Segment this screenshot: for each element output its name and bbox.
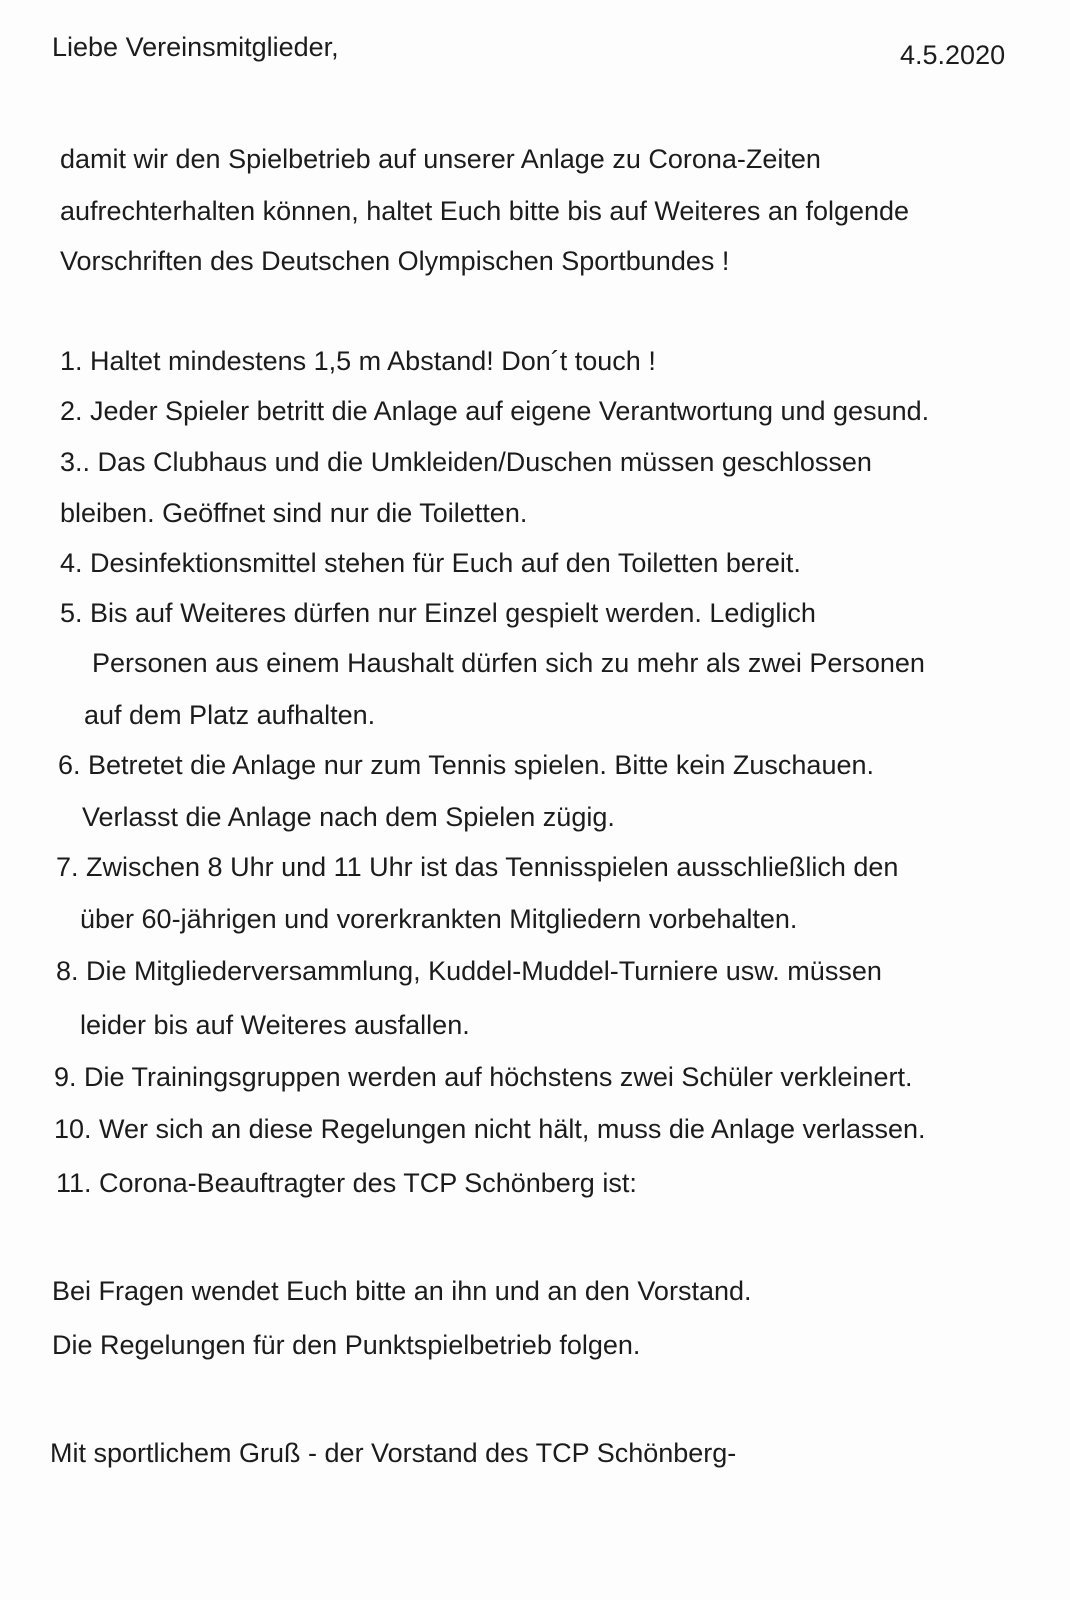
rule-8: 8. Die Mitgliederversammlung, Kuddel-Muddel-Turniere usw. müssen	[56, 956, 882, 986]
rule-5: 5. Bis auf Weiteres dürfen nur Einzel gespielt werden. Lediglich	[60, 598, 816, 628]
intro-line: aufrechterhalten können, haltet Euch bitte bis auf Weiteres an folgende	[60, 196, 910, 226]
salutation: Liebe Vereinsmitglieder,	[52, 32, 339, 62]
rule-5-continuation: auf dem Platz aufhalten.	[84, 700, 376, 730]
rule-3: 3.. Das Clubhaus und die Umkleiden/Duschen müssen geschlossen	[60, 447, 872, 477]
closing-line: Bei Fragen wendet Euch bitte an ihn und an den Vorstand.	[52, 1276, 752, 1306]
intro-line: Vorschriften des Deutschen Olympischen Sportbundes !	[60, 246, 730, 276]
rule-11: 11. Corona-Beauftragter des TCP Schönberg ist:	[56, 1168, 637, 1198]
rule-6-continuation: Verlasst die Anlage nach dem Spielen zügig.	[82, 802, 615, 832]
rule-1: 1. Haltet mindestens 1,5 m Abstand! Don´t touch !	[60, 346, 656, 376]
rule-7-continuation: über 60-jährigen und vorerkrankten Mitgliedern vorbehalten.	[80, 904, 798, 934]
rule-8-continuation: leider bis auf Weiteres ausfallen.	[80, 1010, 470, 1040]
intro-line: damit wir den Spielbetrieb auf unserer Anlage zu Corona-Zeiten	[60, 144, 821, 174]
signature: Mit sportlichem Gruß - der Vorstand des TCP Schönberg-	[50, 1438, 737, 1468]
rule-3-continuation: bleiben. Geöffnet sind nur die Toiletten.	[60, 498, 528, 528]
rule-2: 2. Jeder Spieler betritt die Anlage auf eigene Verantwortung und gesund.	[60, 396, 930, 426]
letter-date: 4.5.2020	[900, 40, 1006, 70]
rule-9: 9. Die Trainingsgruppen werden auf höchstens zwei Schüler verkleinert.	[54, 1062, 913, 1092]
rule-6: 6. Betretet die Anlage nur zum Tennis spielen. Bitte kein Zuschauen.	[58, 750, 874, 780]
rule-5-continuation: Personen aus einem Haushalt dürfen sich zu mehr als zwei Personen	[92, 648, 925, 678]
rule-10: 10. Wer sich an diese Regelungen nicht hält, muss die Anlage verlassen.	[54, 1114, 926, 1144]
rule-7: 7. Zwischen 8 Uhr und 11 Uhr ist das Tennisspielen ausschließlich den	[56, 852, 899, 882]
closing-line: Die Regelungen für den Punktspielbetrieb folgen.	[52, 1330, 641, 1360]
rule-4: 4. Desinfektionsmittel stehen für Euch auf den Toiletten bereit.	[60, 548, 801, 578]
